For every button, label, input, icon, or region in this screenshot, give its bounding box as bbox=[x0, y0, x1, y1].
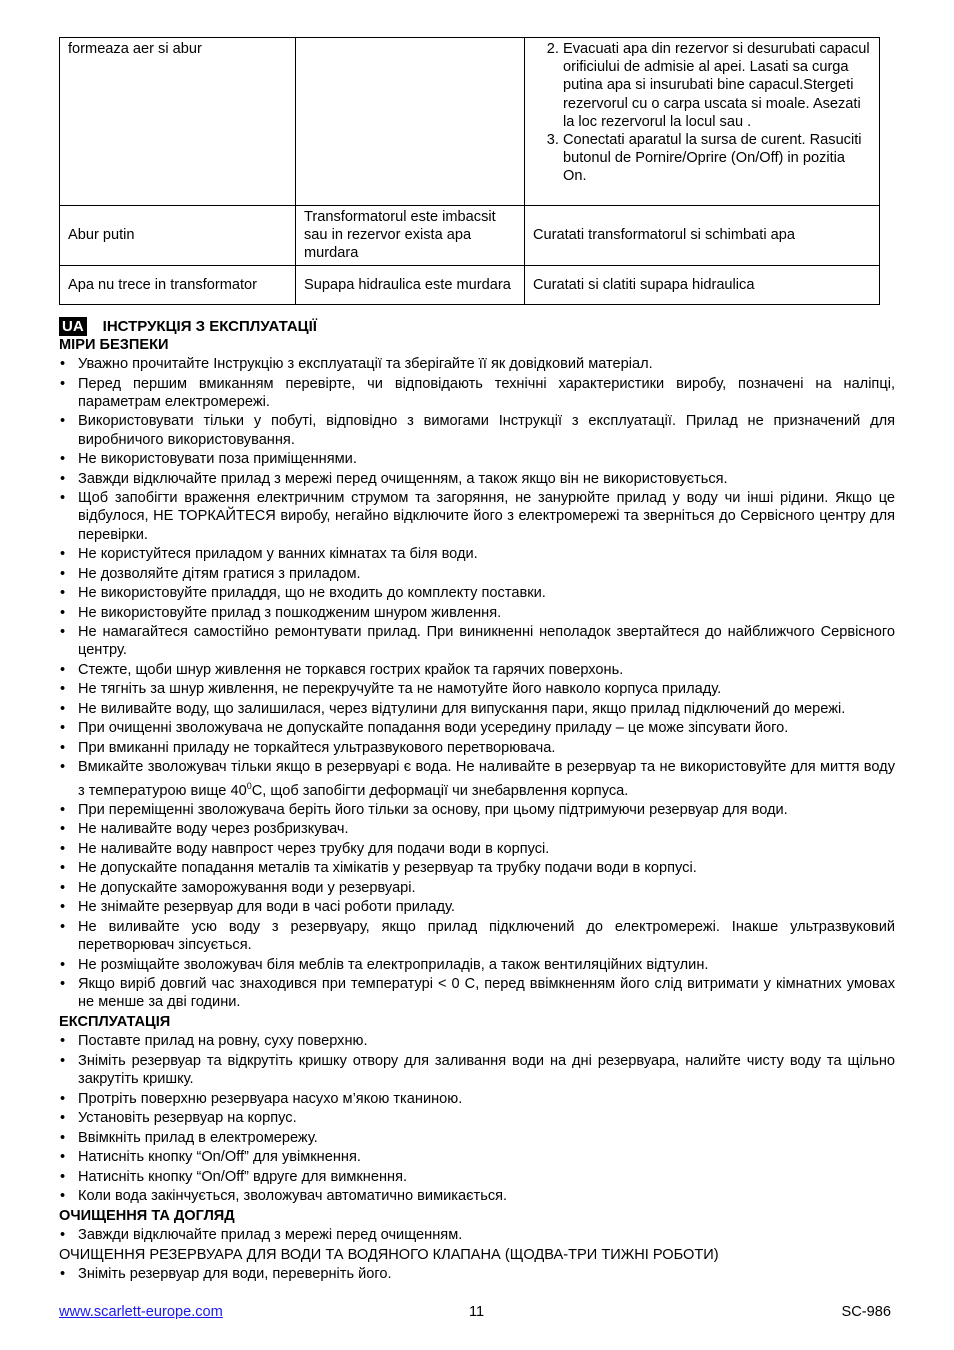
table-cell: Curatati transformatorul si schimbati apa bbox=[525, 206, 880, 266]
cleaning-list bbox=[59, 1226, 895, 1244]
list-item: • Не допускайте заморожування води у резервуарі. bbox=[59, 879, 895, 897]
list-item: • Не використовуйте приладдя, що не входить до комплекту поставки. bbox=[59, 584, 895, 602]
list-item: • Натисніть кнопку “On/Off” для увімкнення. bbox=[59, 1148, 895, 1166]
table-cell: Abur putin bbox=[60, 206, 296, 266]
cleaning-list-2 bbox=[59, 1265, 895, 1283]
list-item: • Не виливайте воду, що залишилася, через відтулини для випускання пари, якщо прилад підключений до мережі. bbox=[59, 700, 895, 718]
list-item: • Не намагайтеся самостійно ремонтувати прилад. При виникненні неполадок звертайтеся до найближчого Сервісного центру. bbox=[59, 623, 895, 660]
list-item: • Зніміть резервуар та відкрутіть кришку отвору для заливання води на дні резервуара, налийте чисту воду та щільно закрутіть кришку. bbox=[59, 1052, 895, 1089]
list-item: • Не наливайте воду через розбризкувач. bbox=[59, 820, 895, 838]
list-item: • Уважно прочитайте Інструкцію з експлуатації та зберігайте її як довідковий матеріал. bbox=[59, 355, 895, 373]
table-cell: Transformatorul este imbacsit sau in rezervor exista apa murdara bbox=[296, 206, 525, 266]
list-item: • Вмикайте зволожувач тільки якщо в резервуарі є вода. Не наливайте в резервуар та не використовуйте для миття воду з температурою вище $40^0С$, щоб запобігти деформації чи знебарвлення корпуса. bbox=[59, 758, 895, 799]
list-item: • Поставте прилад на ровну, суху поверхню. bbox=[59, 1032, 895, 1050]
list-item: • При переміщенні зволожувача беріть його тільки за основу, при цьому підтримуючи резервуар для води. bbox=[59, 801, 895, 819]
table-cell: formeaza aer si abur bbox=[60, 38, 296, 206]
safety-list-2 bbox=[59, 801, 895, 1012]
list-item: • Протріть поверхню резервуара насухо м’якою тканиною. bbox=[59, 1090, 895, 1108]
table-row bbox=[60, 206, 880, 266]
cleaning-title: ОЧИЩЕННЯ ТА ДОГЛЯД bbox=[59, 1207, 235, 1224]
list-item: • Щоб запобігти враження електричним струмом та загоряння, не занурюйте прилад у воду чи інші рідини. Якщо це відбулося, НЕ ТОРКАЙТЕСЯ виробу, негайно відключите його з електромережі та зверніться до Сервісного центру для перевірки. bbox=[59, 489, 895, 544]
list-item: • Зніміть резервуар для води, переверніть його. bbox=[59, 1265, 895, 1283]
safety-list bbox=[59, 355, 895, 757]
list-item: • Не виливайте усю воду з резервуару, якщо прилад підключений до електромережі. Інакше ультразвуковий перетворювач зіпсується. bbox=[59, 918, 895, 955]
list-item: • Якщо виріб довгий час знаходився при температурі < 0 С, перед ввімкненням його слід витримати у кімнатних умовах не менше за дві години. bbox=[59, 975, 895, 1012]
list-item: • Перед першим вмиканням перевірте, чи відповідають технічні характеристики виробу, позначені на наліпці, параметрам електромережі. bbox=[59, 375, 895, 412]
page-content bbox=[59, 37, 895, 1285]
table-cell-steps bbox=[525, 38, 880, 206]
safety-temp-list bbox=[59, 758, 895, 799]
website-link[interactable]: www.scarlett-europe.com bbox=[59, 1304, 223, 1320]
list-item: • Не розміщайте зволожувач біля меблів та електроприладів, а також вентиляційних відтулин. bbox=[59, 956, 895, 974]
list-item: • Завжди відключайте прилад з мережі перед очищенням, а також якщо він не використовується. bbox=[59, 470, 895, 488]
list-item: • Коли вода закінчується, зволожувач автоматично вимикається. bbox=[59, 1187, 895, 1205]
table-cell: Curatati si clatiti supapa hidraulica bbox=[525, 265, 880, 304]
list-item: • Установіть резервуар на корпус. bbox=[59, 1109, 895, 1127]
step-item: 2. Evacuati apa din rezervor si desurubati capacul orificiului de admisie al apei. Lasati sa curga putina apa si insurubati bine capacul.Stergeti rezervorul cu o carpa uscata si moale. Asezati la loc rezervorul la locul sau . bbox=[563, 40, 871, 131]
list-item: • Не використовуйте прилад з пошкодженим шнуром живлення. bbox=[59, 604, 895, 622]
troubleshooting-table bbox=[59, 37, 880, 305]
list-item: • Використовувати тільки у побуті, відповідно з вимогами Інструкції з експлуатації. Прилад не призначений для виробничого використовування. bbox=[59, 412, 895, 449]
operation-title: ЕКСПЛУАТАЦІЯ bbox=[59, 1013, 171, 1030]
list-item: • Не дозволяйте дітям гратися з приладом. bbox=[59, 565, 895, 583]
list-item: • Не користуйтеся приладом у ванних кімнатах та біля води. bbox=[59, 545, 895, 563]
step-item: 3. Conectati aparatul la sursa de curent. Rasuciti butonul de Pornire/Oprire (On/Off) in pozitia On. bbox=[563, 131, 871, 186]
model-number: SC-986 bbox=[841, 1304, 891, 1320]
table-cell bbox=[296, 38, 525, 206]
list-item: • Не знімайте резервуар для води в часі роботи приладу. bbox=[59, 898, 895, 916]
list-item: • Не тягніть за шнур живлення, не перекручуйте та не намотуйте його навколо корпуса приладу. bbox=[59, 680, 895, 698]
table-row bbox=[60, 38, 880, 206]
cleaning-subtitle: ОЧИЩЕННЯ РЕЗЕРВУАРА ДЛЯ ВОДИ ТА ВОДЯНОГО КЛАПАНА (ЩОДВА-ТРИ ТИЖНІ РОБОТИ) bbox=[59, 1246, 719, 1263]
table-cell: Apa nu trece in transformator bbox=[60, 265, 296, 304]
operation-list bbox=[59, 1032, 895, 1205]
list-item: • Не допускайте попадання металів та хімікатів у резервуар та трубку подачи води в корпусі. bbox=[59, 859, 895, 877]
list-item: • При вмиканні приладу не торкайтеся ультразвукового перетворювача. bbox=[59, 739, 895, 757]
page-number: 11 bbox=[469, 1304, 485, 1320]
list-item: • Завжди відключайте прилад з мережі перед очищенням. bbox=[59, 1226, 895, 1244]
safety-title: МІРИ БЕЗПЕКИ bbox=[59, 336, 169, 353]
table-row bbox=[60, 265, 880, 304]
list-item: • Натисніть кнопку “On/Off” вдруге для вимкнення. bbox=[59, 1168, 895, 1186]
section-heading bbox=[59, 317, 895, 336]
table-cell: Supapa hidraulica este murdara bbox=[296, 265, 525, 304]
list-item: • При очищенні зволожувача не допускайте попадання води усередину приладу – це може зіпсувати його. bbox=[59, 719, 895, 737]
list-item: • Не наливайте воду навпрост через трубку для подачи води в корпусі. bbox=[59, 840, 895, 858]
section-title: ІНСТРУКЦІЯ З ЕКСПЛУАТАЦІЇ bbox=[102, 317, 317, 335]
list-item: • Ввімкніть прилад в електромережу. bbox=[59, 1129, 895, 1147]
language-badge: UA bbox=[59, 317, 87, 336]
list-item: • Стежте, щоби шнур живлення не торкався гострих крайок та гарячих поверхонь. bbox=[59, 661, 895, 679]
list-item: • Не використовувати поза приміщеннями. bbox=[59, 450, 895, 468]
